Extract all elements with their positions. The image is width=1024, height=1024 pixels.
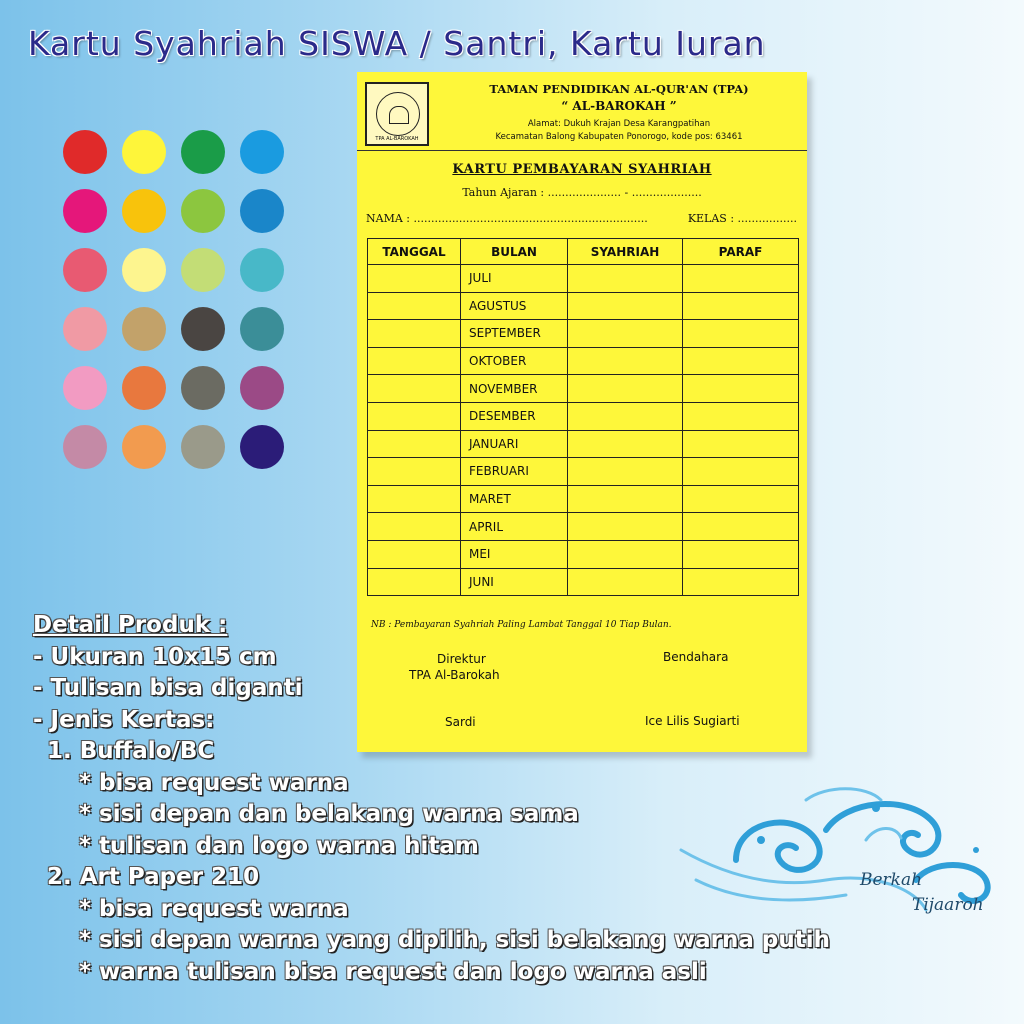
details-heading: Detail Produk : <box>33 612 228 638</box>
org-address-line2: Kecamatan Balong Kabupaten Ponorogo, kode pos: 63461 <box>495 132 743 142</box>
cell-tanggal <box>368 347 461 375</box>
header-divider <box>357 150 807 151</box>
brand-line1: Berkah <box>860 870 923 890</box>
color-swatch <box>122 425 166 469</box>
color-swatch <box>63 130 107 174</box>
table-row <box>368 458 799 486</box>
signature-right-title: Bendahara <box>663 650 729 664</box>
table-row <box>368 320 799 348</box>
logo-text: TPA AL-BAROKAH <box>375 136 419 142</box>
color-swatch <box>122 248 166 292</box>
color-swatch <box>181 130 225 174</box>
cell-paraf <box>683 265 799 293</box>
detail-paper: - Jenis Kertas: <box>33 706 215 733</box>
cell-bulan: JANUARI <box>461 430 568 458</box>
tpa-logo <box>365 82 429 146</box>
table-row <box>368 485 799 513</box>
cell-bulan: AGUSTUS <box>461 292 568 320</box>
cell-bulan: MEI <box>461 540 568 568</box>
col-paraf: PARAF <box>683 239 799 265</box>
payment-table <box>367 238 799 596</box>
color-swatch <box>181 189 225 233</box>
paper-option-2-a: * bisa request warna <box>79 895 349 922</box>
cell-bulan: OKTOBER <box>461 347 568 375</box>
color-swatch <box>181 366 225 410</box>
cell-syahriah <box>568 347 683 375</box>
color-swatch <box>63 248 107 292</box>
cell-syahriah <box>568 430 683 458</box>
cell-tanggal <box>368 265 461 293</box>
signature-left-org: TPA Al-Barokah <box>409 668 500 682</box>
cell-bulan: DESEMBER <box>461 402 568 430</box>
cell-syahriah <box>568 265 683 293</box>
cell-syahriah <box>568 485 683 513</box>
academic-year: Tahun Ajaran : ..................... - .................... <box>462 186 702 199</box>
cell-paraf <box>683 513 799 541</box>
col-syahriah: SYAHRIAH <box>568 239 683 265</box>
cell-syahriah <box>568 513 683 541</box>
cell-paraf <box>683 320 799 348</box>
cell-bulan: MARET <box>461 485 568 513</box>
paper-option-1-b: * sisi depan dan belakang warna sama <box>79 801 579 827</box>
brand-line2: Tijaaroh <box>912 895 984 915</box>
cell-syahriah <box>568 458 683 486</box>
cell-paraf <box>683 458 799 486</box>
cell-bulan: JULI <box>461 265 568 293</box>
table-row <box>368 513 799 541</box>
color-swatch <box>122 307 166 351</box>
table-row <box>368 430 799 458</box>
color-swatch <box>240 130 284 174</box>
paper-option-2-b: * sisi depan warna yang dipilih, sisi belakang warna putih <box>79 927 830 953</box>
cell-tanggal <box>368 540 461 568</box>
paper-option-2-c: * warna tulisan bisa request dan logo warna asli <box>79 958 707 985</box>
card-title: KARTU PEMBAYARAN SYAHRIAH <box>452 162 712 177</box>
org-subtitle: “ AL-BAROKAH ” <box>561 99 677 113</box>
detail-size: - Ukuran 10x15 cm <box>33 643 277 670</box>
paper-option-1: 1. Buffalo/BC <box>47 738 215 764</box>
table-row <box>368 402 799 430</box>
color-swatch <box>240 189 284 233</box>
color-swatch <box>181 307 225 351</box>
cell-paraf <box>683 568 799 596</box>
color-swatch <box>240 425 284 469</box>
cell-tanggal <box>368 458 461 486</box>
color-swatch <box>122 366 166 410</box>
table-row <box>368 568 799 596</box>
cell-bulan: JUNI <box>461 568 568 596</box>
headline-title: Kartu Syahriah SISWA / Santri, Kartu Iuran <box>28 24 766 63</box>
org-name: TAMAN PENDIDIKAN AL-QUR'AN (TPA) <box>489 82 749 96</box>
color-swatch <box>63 307 107 351</box>
paper-option-1-c: * tulisan dan logo warna hitam <box>79 832 479 859</box>
cell-tanggal <box>368 485 461 513</box>
cell-tanggal <box>368 375 461 403</box>
color-swatch <box>240 307 284 351</box>
cell-tanggal <box>368 568 461 596</box>
cell-paraf <box>683 485 799 513</box>
col-tanggal: TANGGAL <box>368 239 461 265</box>
signature-right-name: Ice Lilis Sugiarti <box>645 714 740 728</box>
payment-note: NB : Pembayaran Syahriah Paling Lambat Tanggal 10 Tiap Bulan. <box>371 620 672 630</box>
color-swatch <box>240 366 284 410</box>
org-address-line1: Alamat: Dukuh Krajan Desa Karangpatihan <box>527 119 711 129</box>
name-field: NAMA : ................................................................... <box>366 212 648 225</box>
table-header-row <box>368 239 799 265</box>
table-row <box>368 347 799 375</box>
cell-tanggal <box>368 292 461 320</box>
cell-paraf <box>683 430 799 458</box>
cell-paraf <box>683 540 799 568</box>
table-row <box>368 375 799 403</box>
color-swatch <box>63 189 107 233</box>
cell-paraf <box>683 375 799 403</box>
color-swatch <box>181 425 225 469</box>
cell-syahriah <box>568 568 683 596</box>
color-swatch <box>63 366 107 410</box>
color-swatch <box>122 189 166 233</box>
mosque-icon <box>389 106 409 124</box>
class-field: KELAS : ................. <box>687 212 797 225</box>
signature-left-name: Sardi <box>445 715 476 729</box>
color-swatch <box>63 425 107 469</box>
table-row <box>368 265 799 293</box>
col-bulan: BULAN <box>461 239 568 265</box>
cell-syahriah <box>568 320 683 348</box>
paper-option-1-a: * bisa request warna <box>79 769 349 796</box>
table-row <box>368 540 799 568</box>
cell-syahriah <box>568 292 683 320</box>
cell-syahriah <box>568 402 683 430</box>
color-swatches <box>63 130 285 466</box>
cell-syahriah <box>568 375 683 403</box>
cell-tanggal <box>368 402 461 430</box>
cell-bulan: FEBRUARI <box>461 458 568 486</box>
color-swatch <box>122 130 166 174</box>
signature-left-title: Direktur <box>437 652 486 666</box>
paper-option-2: 2. Art Paper 210 <box>47 864 260 890</box>
color-swatch <box>240 248 284 292</box>
cell-bulan: SEPTEMBER <box>461 320 568 348</box>
detail-text: - Tulisan bisa diganti <box>33 675 303 701</box>
cell-tanggal <box>368 320 461 348</box>
cell-tanggal <box>368 430 461 458</box>
table-row <box>368 292 799 320</box>
cell-tanggal <box>368 513 461 541</box>
cell-paraf <box>683 347 799 375</box>
cell-paraf <box>683 292 799 320</box>
cell-bulan: APRIL <box>461 513 568 541</box>
cell-syahriah <box>568 540 683 568</box>
cell-bulan: NOVEMBER <box>461 375 568 403</box>
cell-paraf <box>683 402 799 430</box>
color-swatch <box>181 248 225 292</box>
